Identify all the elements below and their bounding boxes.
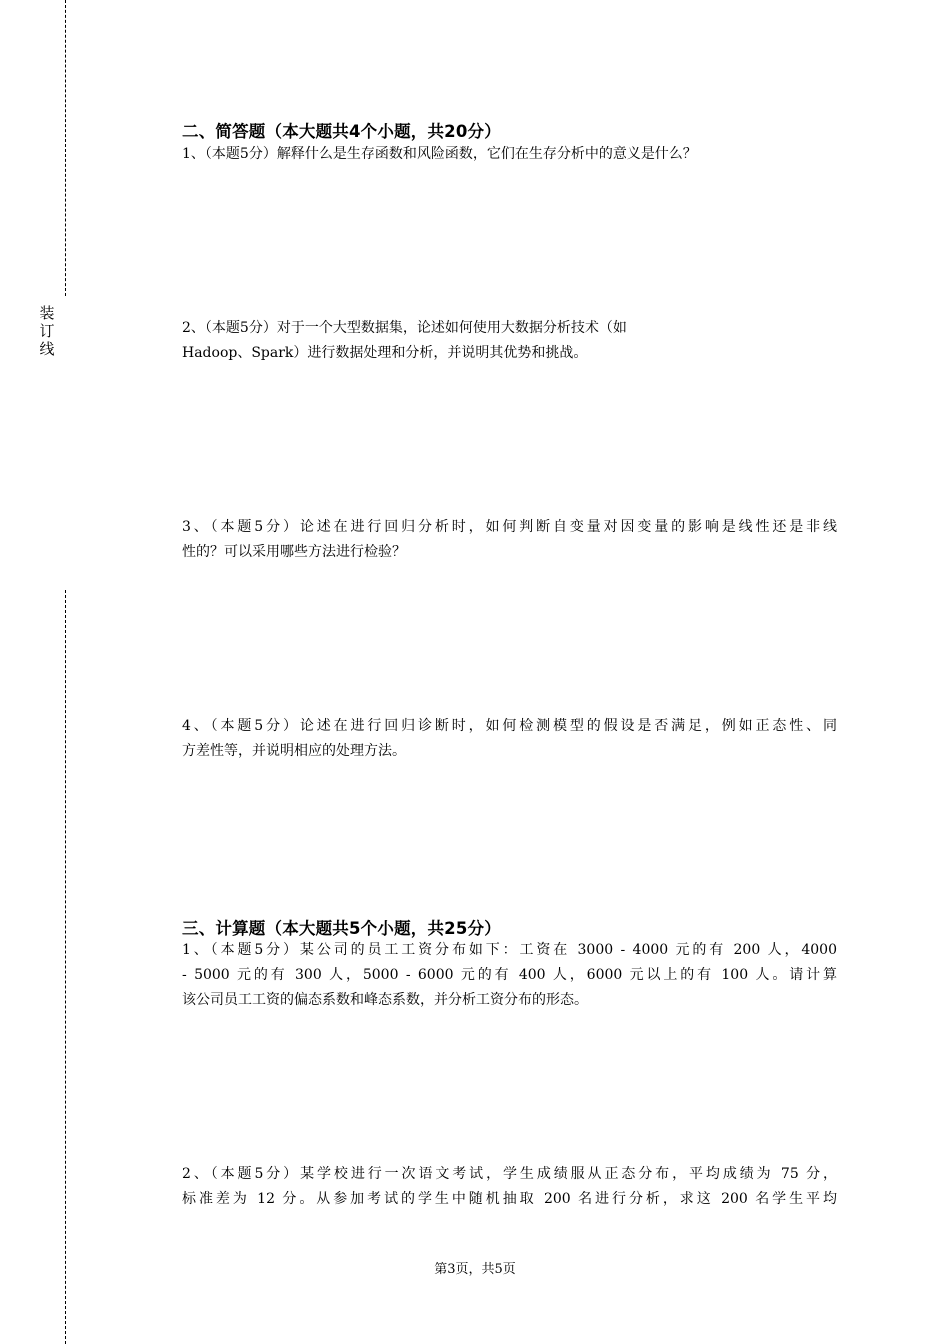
question-short-4 (182, 714, 837, 764)
question-line: 性的？可以采用哪些方法进行检验？ (182, 544, 406, 560)
question-line: 2、（本题5分）对于一个大型数据集，论述如何使用大数据分析技术（如 (182, 320, 627, 336)
question-calc-2 (182, 1162, 837, 1212)
section-title-calculation: 三、计算题（本大题共5个小题，共25分） (182, 919, 501, 938)
question-line: 该公司员工工资的偏态系数和峰态系数，并分析工资分布的形态。 (182, 992, 588, 1008)
question-line: Hadoop、Spark）进行数据处理和分析，并说明其优势和挑战。 (182, 345, 588, 361)
binding-char: 装 (39, 304, 55, 322)
question-line: 标准差为 12 分。从参加考试的学生中随机抽取 200 名进行分析，求这 200 名学生平均 (182, 1191, 837, 1207)
question-line: 2、（本题5分）某学校进行一次语文考试，学生成绩服从正态分布，平均成绩为 75 分， (182, 1166, 837, 1182)
question-line: 3、（本题5分）论述在进行回归分析时，如何判断自变量对因变量的影响是线性还是非线 (182, 519, 837, 535)
question-line: - 5000 元的有 300 人，5000 - 6000 元的有 400 人，6000 元以上的有 100 人。请计算 (182, 967, 837, 983)
question-calc-1 (182, 938, 837, 1013)
binding-line-top (65, 0, 66, 296)
question-line: 方差性等，并说明相应的处理方法。 (182, 743, 406, 759)
question-line: 1、（本题5分）某公司的员工工资分布如下：工资在 3000 - 4000 元的有 200 人，4000 (182, 942, 837, 958)
binding-char: 订 (39, 322, 55, 340)
binding-char: 线 (39, 340, 55, 358)
question-short-1 (182, 142, 837, 167)
question-line: 4、（本题5分）论述在进行回归诊断时，如何检测模型的假设是否满足，例如正态性、同 (182, 718, 837, 734)
binding-line-bottom (65, 590, 66, 1344)
page-number: 第3页，共5页 (434, 1262, 516, 1277)
section-title-short-answer: 二、简答题（本大题共4个小题，共20分） (182, 122, 501, 141)
question-line: 1、（本题5分）解释什么是生存函数和风险函数，它们在生存分析中的意义是什么？ (182, 146, 697, 162)
binding-line-label (38, 304, 56, 358)
question-short-2 (182, 316, 837, 366)
question-short-3 (182, 515, 837, 565)
